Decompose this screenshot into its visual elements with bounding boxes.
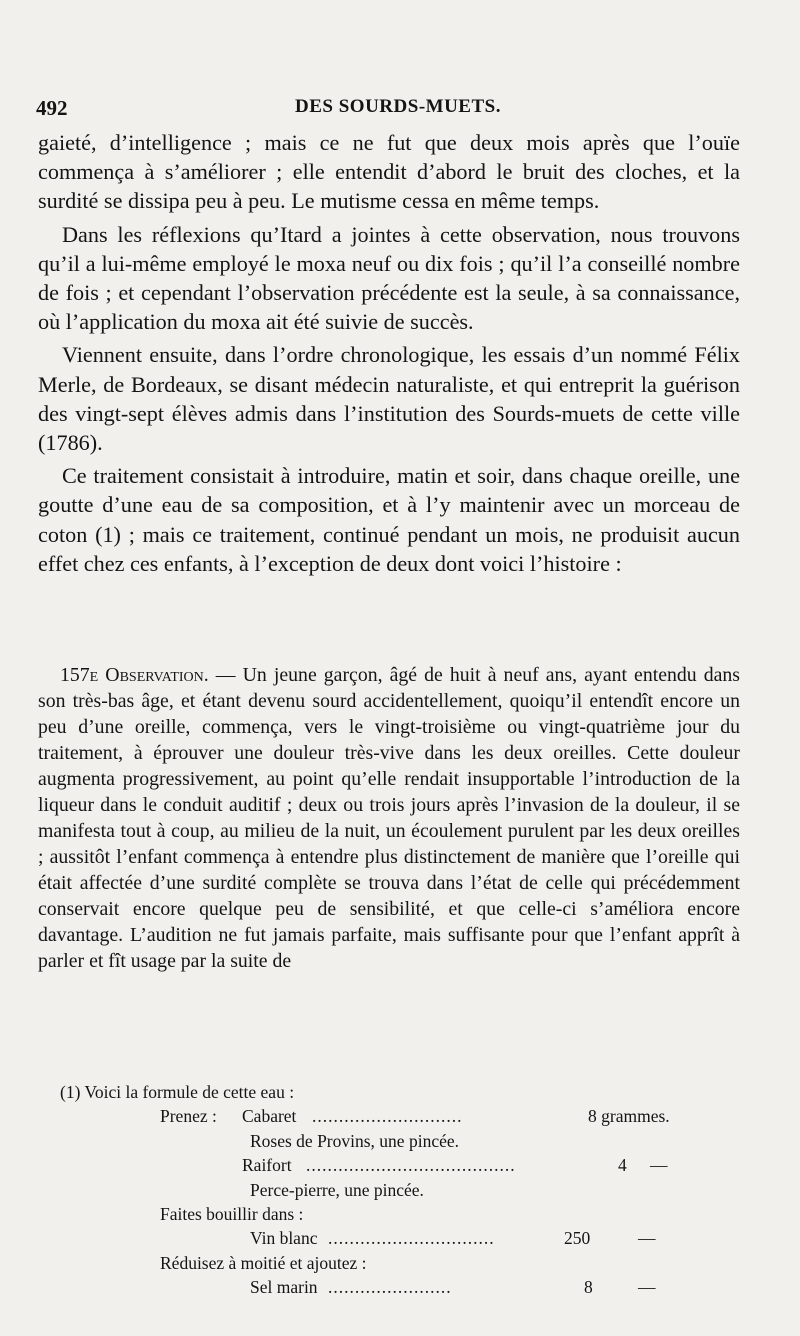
recipe-unit: — (650, 1155, 668, 1176)
recipe-instruction: Faites bouillir dans : (160, 1203, 304, 1224)
paragraph: Viennent ensuite, dans l’ordre chronologique, les essais d’un nommé Félix Merle, de Bordeaux, se disant médecin naturaliste, et qui entreprit la guérison des vingt-sept élèves admis dans l’institution des Sourds-muets de cette ville (1786). (38, 342, 740, 456)
footnote-intro-row (60, 1080, 700, 1104)
paragraph: Dans les réflexions qu’Itard a jointes à cette observation, nous trouvons qu’il a lui-même employé le moxa neuf ou dix fois ; qu’il l’a conseillé nombre de fois ; et cependant l’observation précédente est la seule, à sa connaissance, où l’application du moxa ait été suivie de succès. (38, 221, 740, 335)
recipe-quantity: 250 (564, 1228, 591, 1249)
recipe-ingredient: Roses de Provins, une pincée. (250, 1130, 459, 1151)
leader-dots: ............................ (312, 1106, 463, 1127)
recipe-line (60, 1251, 700, 1275)
observation-text: Un jeune garçon, âgé de huit à neuf ans, ayant entendu dans son très-bas âge, et étant devenu sourd accidentellement, quoiqu’il entendît encore un peu d’une oreille, commença, vers le vingt-troisième ou vingt-quatrième jour du traitement, à éprouver une douleur très-vive dans les deux oreilles. Cette douleur augmenta progressivement, au point qu’elle rendait insupportable l’introduction de la liqueur dans le conduit auditif ; deux ou trois jours après l’invasion de la douleur, il se manifesta tout à coup, au milieu de la nuit, un écoulement purulent par les deux oreilles ; aussitôt l’enfant commença à entendre plus distinctement de manière que l’oreille qui était affectée d’une surdité complète se trouva dans l’état de celle qui précédemment conservait encore quelque peu de sensibilité, et que celle-ci s’améliora encore davantage. L’audition ne fut jamais parfaite, mais suffisante pour que l’enfant apprît à parler et fît usage par la suite de (38, 664, 740, 972)
recipe-unit: — (638, 1228, 656, 1249)
leader-dots: ............................... (328, 1228, 495, 1249)
recipe-prenez: Prenez : (160, 1106, 217, 1127)
paragraph: gaieté, d’intelligence ; mais ce ne fut que deux mois après que l’ouïe commença à s’améliorer ; elle entendit d’abord le bruit des cloches, et la surdité se dissipa peu à peu. Le mutisme cessa en même temps. (38, 130, 740, 214)
recipe-line (60, 1153, 700, 1177)
running-title: DES SOURDS-MUETS. (295, 96, 501, 117)
leader-dots: ....................... (328, 1277, 452, 1298)
recipe-ingredient: Raifort (242, 1155, 292, 1176)
recipe-ingredient: Vin blanc (250, 1228, 318, 1249)
recipe-line (60, 1202, 700, 1226)
recipe-ingredient: Sel marin (250, 1277, 318, 1298)
observation-157 (38, 662, 740, 974)
recipe-instruction: Réduisez à moitié et ajoutez : (160, 1252, 367, 1273)
recipe-line (60, 1226, 700, 1250)
paragraph: Ce traitement consistait à introduire, matin et soir, dans chaque oreille, une goutte d’une eau de sa composition, et à l’y maintenir avec un morceau de coton (1) ; mais ce traitement, continué pendant un mois, ne produisit aucun effet chez ces enfants, à l’exception de deux dont voici l’histoire : (38, 463, 740, 576)
recipe-ingredient: Perce-pierre, une pincée. (250, 1179, 424, 1200)
recipe-quantity: 4 (618, 1155, 627, 1176)
footnote-intro: (1) Voici la formule de cette eau : (60, 1082, 295, 1102)
recipe-quantity: 8 grammes. (588, 1106, 670, 1127)
recipe-unit: — (638, 1277, 656, 1298)
recipe-line (60, 1129, 700, 1153)
leader-dots: ....................................... (306, 1155, 516, 1176)
footnote (60, 1080, 700, 1300)
recipe-ingredient: Cabaret (242, 1106, 297, 1127)
recipe-line (60, 1178, 700, 1202)
observation-label: 157e Observation. — (60, 664, 236, 686)
recipe-line (60, 1104, 700, 1128)
main-text (38, 128, 740, 582)
page-number: 492 (36, 96, 68, 120)
recipe-quantity: 8 (584, 1277, 593, 1298)
recipe-line (60, 1275, 700, 1299)
page-header (36, 96, 760, 122)
